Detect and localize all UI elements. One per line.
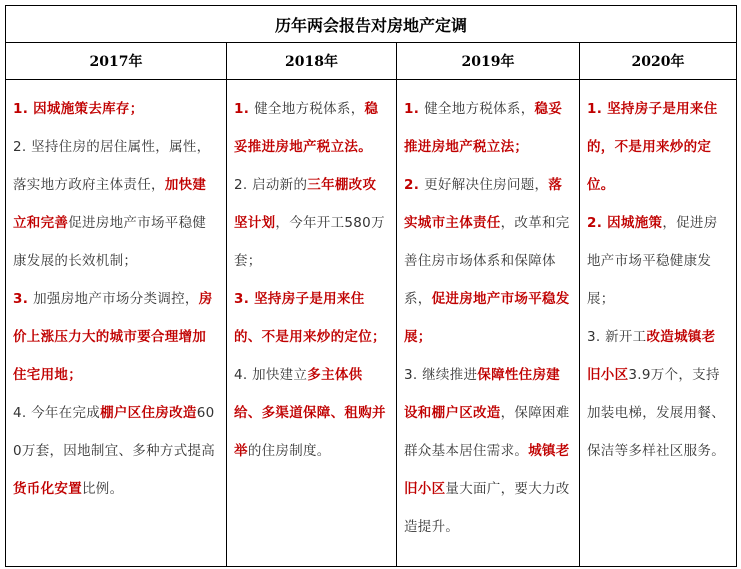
policy-item — [234, 90, 389, 166]
body-text: 3.9万个，支持加装电梯，发展用餐、保洁等多样社区服务。 — [587, 367, 725, 459]
content-cell-2020 — [580, 80, 737, 567]
body-text: 的住房制度。 — [247, 443, 331, 459]
highlight-text: 1. 坚持房子是用来住的，不是用来炒的定位。 — [587, 101, 718, 193]
content-cell-2017 — [6, 80, 227, 567]
policy-table — [5, 5, 737, 567]
content-row — [6, 80, 737, 567]
highlight-text: 稳妥推进房地产税立法； — [404, 101, 563, 155]
highlight-text: 落实城市主体责任 — [404, 177, 563, 231]
highlight-text: 因城施策 — [607, 215, 663, 231]
policy-item — [13, 90, 219, 128]
highlight-text: 改造城镇老旧小区 — [587, 329, 716, 383]
highlight-text: 棚户区住房改造 — [100, 405, 197, 421]
policy-item — [587, 204, 729, 318]
highlight-text: 3. — [13, 291, 34, 307]
body-text: ，今年开工580万套； — [234, 215, 385, 269]
body-text: ，促进房地产市场平稳健康发展； — [587, 215, 718, 307]
highlight-text: 三年棚改攻坚计划 — [234, 177, 377, 231]
body-text: 4. 今年在完成 — [13, 405, 101, 421]
highlight-text: 加快建立和完善 — [13, 177, 207, 231]
policy-item — [404, 90, 572, 166]
highlight-text: 1. 因城施策去库存； — [13, 101, 144, 117]
body-text: 量大面广，要大力改造提升。 — [404, 481, 570, 535]
highlight-text: 1. — [234, 101, 255, 117]
body-text: 3. 新开工 — [587, 329, 647, 345]
highlight-text: 房价上涨压力大的城市要合理增加住宅用地； — [13, 291, 213, 383]
year-header-2017: 2017年 — [6, 43, 227, 80]
year-header-row — [6, 43, 737, 80]
content-cell-2018 — [227, 80, 397, 567]
policy-item — [404, 356, 572, 546]
body-text: 比例。 — [82, 481, 124, 497]
policy-item — [234, 356, 389, 470]
highlight-text: 3. 坚持房子是用来住的、不是用来炒的定位； — [234, 291, 386, 345]
policy-item — [234, 166, 389, 280]
policy-item — [13, 128, 219, 280]
highlight-text: 1. — [404, 101, 425, 117]
policy-item — [587, 318, 729, 470]
table-title: 历年两会报告对房地产定调 — [6, 6, 737, 43]
title-row — [6, 6, 737, 43]
highlight-text: 2. — [587, 215, 608, 231]
body-text: 更好解决住房问题， — [424, 177, 549, 193]
policy-item — [404, 166, 572, 356]
policy-item — [234, 280, 389, 356]
body-text: 加强房地产市场分类调控， — [33, 291, 199, 307]
body-text: 2. 启动新的 — [234, 177, 308, 193]
highlight-text: 2. — [404, 177, 425, 193]
body-text: 促进房地产市场平稳健康发展的长效机制； — [13, 215, 207, 269]
highlight-text: 保障性住房建设和棚户区改造 — [404, 367, 561, 421]
body-text: 3. 继续推进 — [404, 367, 478, 383]
year-header-2018: 2018年 — [227, 43, 397, 80]
highlight-text: 促进房地产市场平稳发展； — [404, 291, 570, 345]
highlight-text: 城镇老旧小区 — [404, 443, 570, 497]
year-header-2019: 2019年 — [397, 43, 580, 80]
content-cell-2019 — [397, 80, 580, 567]
highlight-text: 多主体供给、多渠道保障、租购并举 — [234, 367, 386, 459]
body-text: ，改革和完善住房市场体系和保障体系， — [404, 215, 570, 307]
body-text: 健全地方税体系， — [254, 101, 365, 117]
policy-item — [13, 280, 219, 394]
body-text: ，保障困难群众基本居住需求。 — [404, 405, 570, 459]
body-text: 600万套，因地制宜、多种方式提高 — [13, 405, 216, 459]
policy-item — [587, 90, 729, 204]
body-text: 健全地方税体系， — [424, 101, 535, 117]
highlight-text: 货币化安置 — [13, 481, 82, 497]
body-text: 4. 加快建立 — [234, 367, 308, 383]
highlight-text: 稳妥推进房地产税立法。 — [234, 101, 379, 155]
policy-item — [13, 394, 219, 508]
body-text: 2. 坚持住房的居住属性，属性，落实地方政府主体责任， — [13, 139, 211, 193]
year-header-2020: 2020年 — [580, 43, 737, 80]
